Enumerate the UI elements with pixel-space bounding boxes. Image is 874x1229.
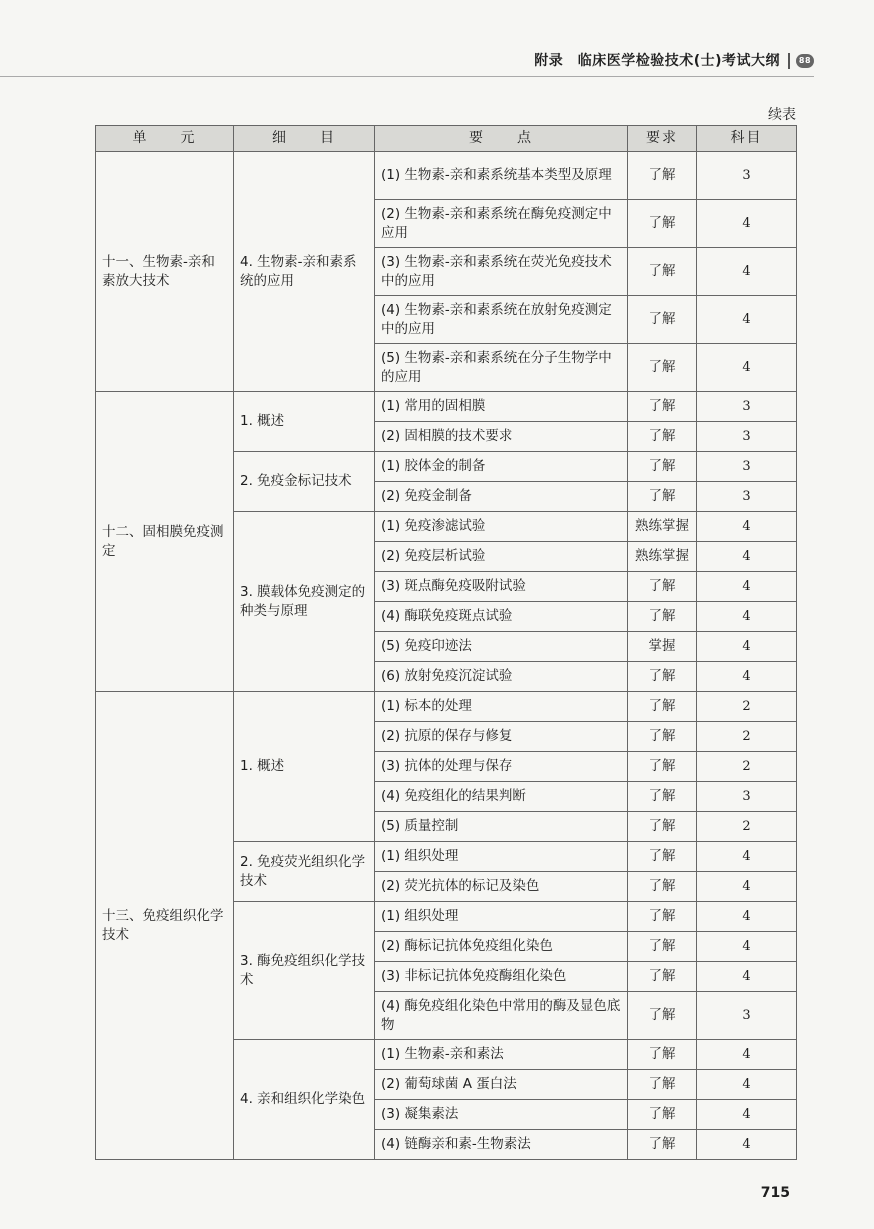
point-cell: (3) 斑点酶免疫吸附试验: [375, 572, 628, 602]
point-cell: (1) 胶体金的制备: [375, 452, 628, 482]
subject-cell: 4: [697, 602, 797, 632]
unit-cell: 十三、免疫组织化学技术: [96, 692, 234, 1160]
point-cell: (2) 固相膜的技术要求: [375, 422, 628, 452]
table-header-row: [96, 126, 797, 152]
level-cell: 了解: [628, 722, 697, 752]
subject-cell: 2: [697, 812, 797, 842]
subject-cell: 3: [697, 452, 797, 482]
unit-cell: 十二、固相膜免疫测定: [96, 392, 234, 692]
subject-cell: 3: [697, 782, 797, 812]
subject-cell: 4: [697, 200, 797, 248]
subject-cell: 2: [697, 692, 797, 722]
level-cell: 了解: [628, 200, 697, 248]
table-row: [96, 392, 797, 422]
level-cell: 了解: [628, 152, 697, 200]
column-header-item: 细 目: [234, 126, 375, 152]
point-cell: (5) 免疫印迹法: [375, 632, 628, 662]
level-cell: 了解: [628, 812, 697, 842]
subject-cell: 3: [697, 422, 797, 452]
table-body: [96, 152, 797, 1160]
table-row: [96, 692, 797, 722]
item-cell: 3. 膜载体免疫测定的种类与原理: [234, 512, 375, 692]
point-cell: (5) 生物素-亲和素系统在分子生物学中的应用: [375, 344, 628, 392]
point-cell: (1) 常用的固相膜: [375, 392, 628, 422]
subject-cell: 4: [697, 344, 797, 392]
level-cell: 了解: [628, 872, 697, 902]
level-cell: 了解: [628, 482, 697, 512]
point-cell: (3) 抗体的处理与保存: [375, 752, 628, 782]
running-header: [0, 50, 814, 70]
point-cell: (4) 酶免疫组化染色中常用的酶及显色底物: [375, 992, 628, 1040]
item-cell: 3. 酶免疫组织化学技术: [234, 902, 375, 1040]
level-cell: 了解: [628, 962, 697, 992]
point-cell: (1) 组织处理: [375, 842, 628, 872]
item-cell: 2. 免疫金标记技术: [234, 452, 375, 512]
subject-cell: 4: [697, 1070, 797, 1100]
point-cell: (2) 酶标记抗体免疫组化染色: [375, 932, 628, 962]
level-cell: 了解: [628, 452, 697, 482]
subject-cell: 4: [697, 572, 797, 602]
subject-cell: 3: [697, 152, 797, 200]
level-cell: 了解: [628, 842, 697, 872]
level-cell: 掌握: [628, 632, 697, 662]
column-header-level: 要求: [628, 126, 697, 152]
point-cell: (1) 标本的处理: [375, 692, 628, 722]
level-cell: 了解: [628, 296, 697, 344]
level-cell: 了解: [628, 692, 697, 722]
subject-cell: 3: [697, 992, 797, 1040]
subject-cell: 2: [697, 752, 797, 782]
level-cell: 了解: [628, 1070, 697, 1100]
point-cell: (2) 葡萄球菌 A 蛋白法: [375, 1070, 628, 1100]
point-cell: (4) 链酶亲和素-生物素法: [375, 1130, 628, 1160]
point-cell: (2) 生物素-亲和素系统在酶免疫测定中应用: [375, 200, 628, 248]
subject-cell: 4: [697, 872, 797, 902]
subject-cell: 3: [697, 482, 797, 512]
level-cell: 了解: [628, 1130, 697, 1160]
level-cell: 了解: [628, 422, 697, 452]
table-row: [96, 152, 797, 200]
point-cell: (6) 放射免疫沉淀试验: [375, 662, 628, 692]
level-cell: 了解: [628, 782, 697, 812]
level-cell: 熟练掌握: [628, 542, 697, 572]
unit-cell: 十一、生物素-亲和素放大技术: [96, 152, 234, 392]
subject-cell: 4: [697, 932, 797, 962]
column-header-point: 要 点: [375, 126, 628, 152]
point-cell: (3) 非标记抗体免疫酶组化染色: [375, 962, 628, 992]
point-cell: (1) 免疫渗滤试验: [375, 512, 628, 542]
subject-cell: 4: [697, 632, 797, 662]
column-header-unit: 单 元: [96, 126, 234, 152]
point-cell: (2) 抗原的保存与修复: [375, 722, 628, 752]
point-cell: (4) 免疫组化的结果判断: [375, 782, 628, 812]
point-cell: (4) 生物素-亲和素系统在放射免疫测定中的应用: [375, 296, 628, 344]
level-cell: 了解: [628, 602, 697, 632]
level-cell: 了解: [628, 902, 697, 932]
level-cell: 了解: [628, 992, 697, 1040]
subject-cell: 4: [697, 662, 797, 692]
header-rule: [0, 76, 814, 77]
subject-cell: 4: [697, 902, 797, 932]
item-cell: 1. 概述: [234, 692, 375, 842]
subject-cell: 4: [697, 296, 797, 344]
level-cell: 了解: [628, 1100, 697, 1130]
point-cell: (2) 荧光抗体的标记及染色: [375, 872, 628, 902]
level-cell: 了解: [628, 752, 697, 782]
level-cell: 了解: [628, 248, 697, 296]
page-number: 715: [760, 1185, 790, 1201]
header-separator: [788, 53, 790, 69]
point-cell: (1) 生物素-亲和素法: [375, 1040, 628, 1070]
subject-cell: 3: [697, 392, 797, 422]
subject-cell: 4: [697, 962, 797, 992]
point-cell: (1) 组织处理: [375, 902, 628, 932]
item-cell: 4. 生物素-亲和素系统的应用: [234, 152, 375, 392]
column-header-subject: 科目: [697, 126, 797, 152]
point-cell: (3) 凝集素法: [375, 1100, 628, 1130]
running-header-title: 附录 临床医学检验技术(士)考试大纲: [534, 53, 780, 69]
level-cell: 了解: [628, 1040, 697, 1070]
subject-cell: 4: [697, 512, 797, 542]
exam-outline-table: [95, 125, 797, 1160]
item-cell: 2. 免疫荧光组织化学技术: [234, 842, 375, 902]
subject-cell: 4: [697, 248, 797, 296]
point-cell: (2) 免疫层析试验: [375, 542, 628, 572]
level-cell: 了解: [628, 344, 697, 392]
subject-cell: 4: [697, 1130, 797, 1160]
point-cell: (4) 酶联免疫斑点试验: [375, 602, 628, 632]
point-cell: (5) 质量控制: [375, 812, 628, 842]
point-cell: (3) 生物素-亲和素系统在荧光免疫技术中的应用: [375, 248, 628, 296]
level-cell: 了解: [628, 662, 697, 692]
level-cell: 了解: [628, 392, 697, 422]
section-badge: 88: [796, 54, 814, 68]
subject-cell: 4: [697, 842, 797, 872]
level-cell: 了解: [628, 932, 697, 962]
subject-cell: 2: [697, 722, 797, 752]
subject-cell: 4: [697, 1040, 797, 1070]
subject-cell: 4: [697, 542, 797, 572]
item-cell: 4. 亲和组织化学染色: [234, 1040, 375, 1160]
point-cell: (1) 生物素-亲和素系统基本类型及原理: [375, 152, 628, 200]
level-cell: 了解: [628, 572, 697, 602]
level-cell: 熟练掌握: [628, 512, 697, 542]
subject-cell: 4: [697, 1100, 797, 1130]
continued-label: 续表: [768, 107, 796, 123]
point-cell: (2) 免疫金制备: [375, 482, 628, 512]
item-cell: 1. 概述: [234, 392, 375, 452]
